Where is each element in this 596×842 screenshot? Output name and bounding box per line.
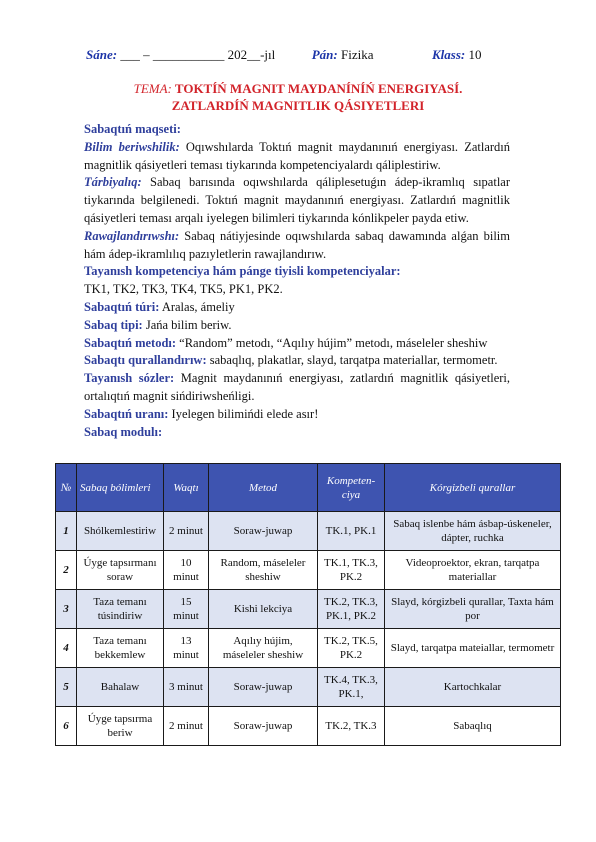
education-label: Bilim beriwshilik: — [84, 139, 180, 154]
row-time: 2 minut — [164, 512, 209, 551]
competence-heading: Tayanısh kompetenciya hám pánge tiyisli kompetenciyalar: — [84, 264, 401, 279]
lesson-details — [84, 121, 510, 441]
equipment-line — [84, 352, 510, 370]
keywords-line — [84, 370, 510, 406]
header-line — [86, 47, 481, 63]
equipment-label: Sabaqtı qurallandırıw: — [84, 353, 207, 368]
equipment-value: sabaqlıq, plakatlar, slayd, tarqatpa materiallar, termometr. — [209, 353, 498, 368]
row-method: Kishi lekciya — [209, 590, 318, 629]
col-tools-header: Kórgizbeli qurallar — [385, 464, 561, 512]
method-value: “Random” metodı, “Aqılıy hújim” metodı, máseleler sheshiw — [179, 335, 488, 350]
row-time: 2 minut — [164, 707, 209, 746]
class-label: Klass: — [431, 47, 466, 62]
goal-heading: Sabaqtıń maqseti: — [84, 122, 181, 136]
upbringing-text: Sabaq barısında oqıwshılarda qáliplesetuǵın ádep-ikramlıq sıpatlar tiykarında belgilenedi. Toktıń magnit maydanınıń energiyası. Zatlardıń magnitlik qásiyetleri teması arqalı iyelegen bilimleri tiykarında kónlikpeler payda etiw. — [84, 175, 511, 225]
method-label: Sabaqtıń metodı: — [84, 335, 177, 350]
table-header-row — [56, 464, 561, 512]
col-competence-header: Kompeten-ciya — [318, 464, 385, 512]
row-competence: TK.4, TK.3, PK.1, — [318, 668, 385, 707]
row-section: Taza temanı túsindiriw — [77, 590, 164, 629]
upbringing-label: Tárbiyalıq: — [84, 175, 142, 190]
row-tools: Kartochkalar — [385, 668, 561, 707]
topic-line-2: ZATLARDÍŃ MAGNITLIK QÁSIYETLERI — [171, 98, 425, 113]
class-value: 10 — [468, 47, 482, 62]
row-time: 15 minut — [164, 590, 209, 629]
type-label: Sabaqtıń túri: — [84, 299, 160, 314]
row-time: 10 minut — [164, 551, 209, 590]
lesson-module-table — [55, 463, 561, 746]
table-row — [56, 551, 561, 590]
col-method-header: Metod — [209, 464, 318, 512]
keywords-value: Magnit maydanınıń energiyası, zatlardıń magnitlik qásiyetleri, ortalıqtıń magnit sińdiriwsheńligi. — [84, 371, 511, 403]
table-row — [56, 512, 561, 551]
col-sections-header: Sabaq bólimleri — [77, 464, 164, 512]
motto-line — [84, 406, 510, 424]
module-heading: Sabaq modulı: — [84, 424, 163, 439]
topic-title-1: TOKTÍŃ MAGNIT MAYDANÍNÍŃ ENERGIYASÍ. — [174, 81, 463, 96]
kind-label: Sabaq tipi: — [84, 317, 143, 332]
row-number: 5 — [56, 668, 77, 707]
subject-label: Pán: — [311, 47, 338, 62]
row-method: Soraw-juwap — [209, 707, 318, 746]
col-time-header: Waqtı — [164, 464, 209, 512]
table-row — [56, 668, 561, 707]
row-tools: Videoproektor, ekran, tarqatpa materiallar — [385, 551, 561, 590]
development-label: Rawajlandırıwshı: — [84, 228, 180, 243]
competence-text: TK1, TK2, TK3, TK4, TK5, PK1, PK2. — [84, 282, 283, 297]
row-competence: TK.1, PK.1 — [318, 512, 385, 551]
education-text: Oqıwshılarda Toktıń magnit maydanınıń energiyası. Zatlardıń magnitlik qásiyetleri teması tiykarında kompetenciyalardı qáliplestiriw. — [84, 139, 511, 172]
upbringing-paragraph — [84, 174, 510, 227]
table-row — [56, 590, 561, 629]
row-competence: TK.2, TK.3 — [318, 707, 385, 746]
education-paragraph — [84, 139, 510, 175]
row-time: 3 minut — [164, 668, 209, 707]
row-section: Úyge tapsırma beriw — [77, 707, 164, 746]
col-number-header: № — [56, 464, 77, 512]
topic-label: TEMA: — [133, 81, 172, 96]
row-method: Soraw-juwap — [209, 668, 318, 707]
table-row — [56, 707, 561, 746]
subject-value: Fizika — [340, 47, 374, 62]
row-section: Shólkemlestiriw — [77, 512, 164, 551]
keywords-label: Tayanısh sózler: — [84, 371, 175, 386]
method-line — [84, 335, 510, 353]
row-competence: TK.1, TK.3, PK.2 — [318, 551, 385, 590]
row-number: 1 — [56, 512, 77, 551]
row-section: Bahalaw — [77, 668, 164, 707]
row-tools: Slayd, kórgizbeli qurallar, Taxta hám por — [385, 590, 561, 629]
development-paragraph — [84, 228, 510, 264]
type-line — [84, 299, 510, 317]
row-section: Úyge tapsırmanı soraw — [77, 551, 164, 590]
date-value: ___ – ___________ 202__-jıl — [120, 47, 276, 62]
date-label: Sáne: — [86, 47, 118, 62]
table-row — [56, 629, 561, 668]
topic-line-1 — [86, 81, 510, 97]
row-method: Soraw-juwap — [209, 512, 318, 551]
motto-value: Iyelegen bilimińdi elede asır! — [171, 406, 319, 421]
row-method: Random, máseleler sheshiw — [209, 551, 318, 590]
row-tools: Sabaqlıq — [385, 707, 561, 746]
row-time: 13 minut — [164, 629, 209, 668]
row-number: 3 — [56, 590, 77, 629]
row-number: 2 — [56, 551, 77, 590]
row-tools: Slayd, tarqatpa mateiallar, termometr — [385, 629, 561, 668]
type-value: Aralas, ámeliy — [161, 299, 235, 314]
row-number: 4 — [56, 629, 77, 668]
row-competence: TK.2, TK.3, PK.1, PK.2 — [318, 590, 385, 629]
kind-line — [84, 317, 510, 335]
row-competence: TK.2, TK.5, PK.2 — [318, 629, 385, 668]
row-tools: Sabaq islenbe hám ásbap-úskeneler, dápter, ruchka — [385, 512, 561, 551]
development-text: Sabaq nátiyjesinde oqıwshılarda sabaq dawamında alǵan bilim hám ádep-ikramlılıq pazıyletlerin rawajlandırıw. — [84, 228, 510, 261]
row-method: Aqılıy hújim, máseleler sheshiw — [209, 629, 318, 668]
kind-value: Jańa bilim beriw. — [145, 317, 232, 332]
row-section: Taza temanı bekkemlew — [77, 629, 164, 668]
row-number: 6 — [56, 707, 77, 746]
motto-label: Sabaqtıń uranı: — [84, 406, 169, 421]
